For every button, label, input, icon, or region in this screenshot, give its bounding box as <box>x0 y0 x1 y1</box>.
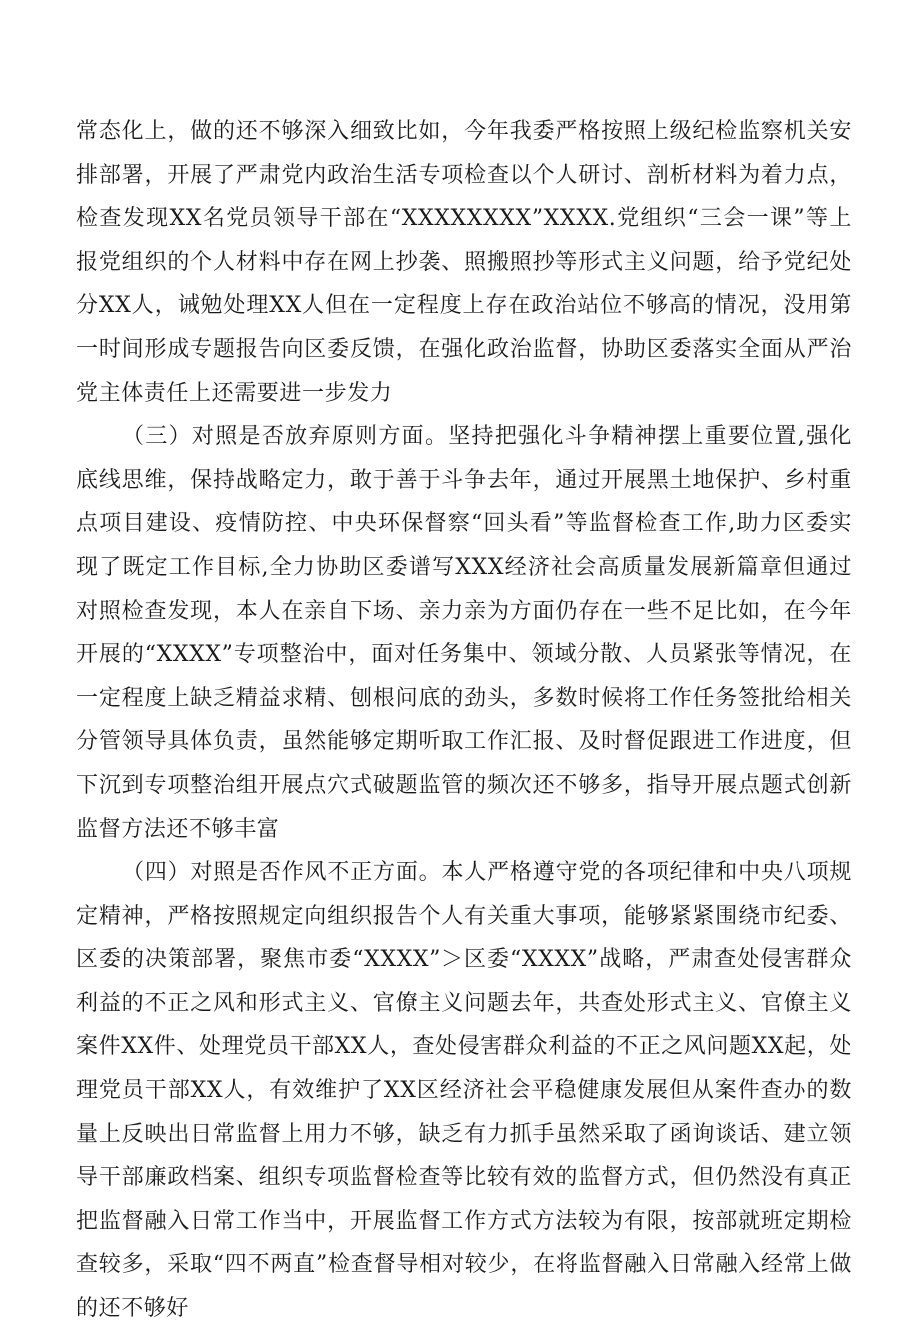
paragraph-section-four: （四）对照是否作风不正方面。本人严格遵守党的各项纪律和中央八项规定精神，严格按照规定向组织报告个人有关重大事项，能够紧紧围绕市纪委、区委的决策部署，聚焦市委“XXXX”＞区委“XXXX”战略，严肃查处侵害群众利益的不正之风和形式主义、官僚主义问题去年，共查处形式主义、官僚主义案件XX件、处理党员干部XX人，查处侵害群众利益的不正之风问题XX起，处理党员干部XX人，有效维护了XX区经济社会平稳健康发展但从案件查办的数量上反映出日常监督上用力不够，缺乏有力抓手虽然采取了函询谈话、建立领导干部廉政档案、组织专项监督检查等比较有效的监督方式，但仍然没有真正把监督融入日常工作当中，开展监督工作方式方法较为有限，按部就班定期检查较多，采取“四不两直”检查督导相对较少，在将监督融入日常融入经常上做的还不够好 <box>76 860 852 1322</box>
paragraph-continuation: 常态化上，做的还不够深入细致比如，今年我委严格按照上级纪检监察机关安排部署，开展了严肃党内政治生活专项检查以个人研讨、剖析材料为着力点，检查发现XX名党员领导干部在“XXXXXXXX”XXXX.党组织“三会一课”等上报党组织的个人材料中存在网上抄袭、照搬照抄等形式主义问题，给予党纪处分XX人，诫勉处理XX人但在一定程度上存在政治站位不够高的情况，没用第一时间形成专题报告向区委反馈，在强化政治监督，协助区委落实全面从严治党主体责任上还需要进一步发力 <box>76 119 852 406</box>
paragraph-section-three: （三）对照是否放弃原则方面。坚持把强化斗争精神摆上重要位置,强化底线思维，保持战略定力，敢于善于斗争去年，通过开展黑土地保护、乡村重点项目建设、疫情防控、中央环保督察“回头看”等监督检查工作,助力区委实现了既定工作目标,全力协助区委谱写XXX经济社会高质量发展新篇章但通过对照检查发现，本人在亲自下场、亲力亲为方面仍存在一些不足比如，在今年开展的“XXXX”专项整治中，面对任务集中、领域分散、人员紧张等情况，在一定程度上缺乏精益求精、刨根问底的劲头，多数时候将工作任务签批给相关分管领导具体负责，虽然能够定期听取工作汇报、及时督促跟进工作进度，但下沉到专项整治组开展点穴式破题监管的频次还不够多，指导开展点题式创新监督方法还不够丰富 <box>76 424 852 842</box>
